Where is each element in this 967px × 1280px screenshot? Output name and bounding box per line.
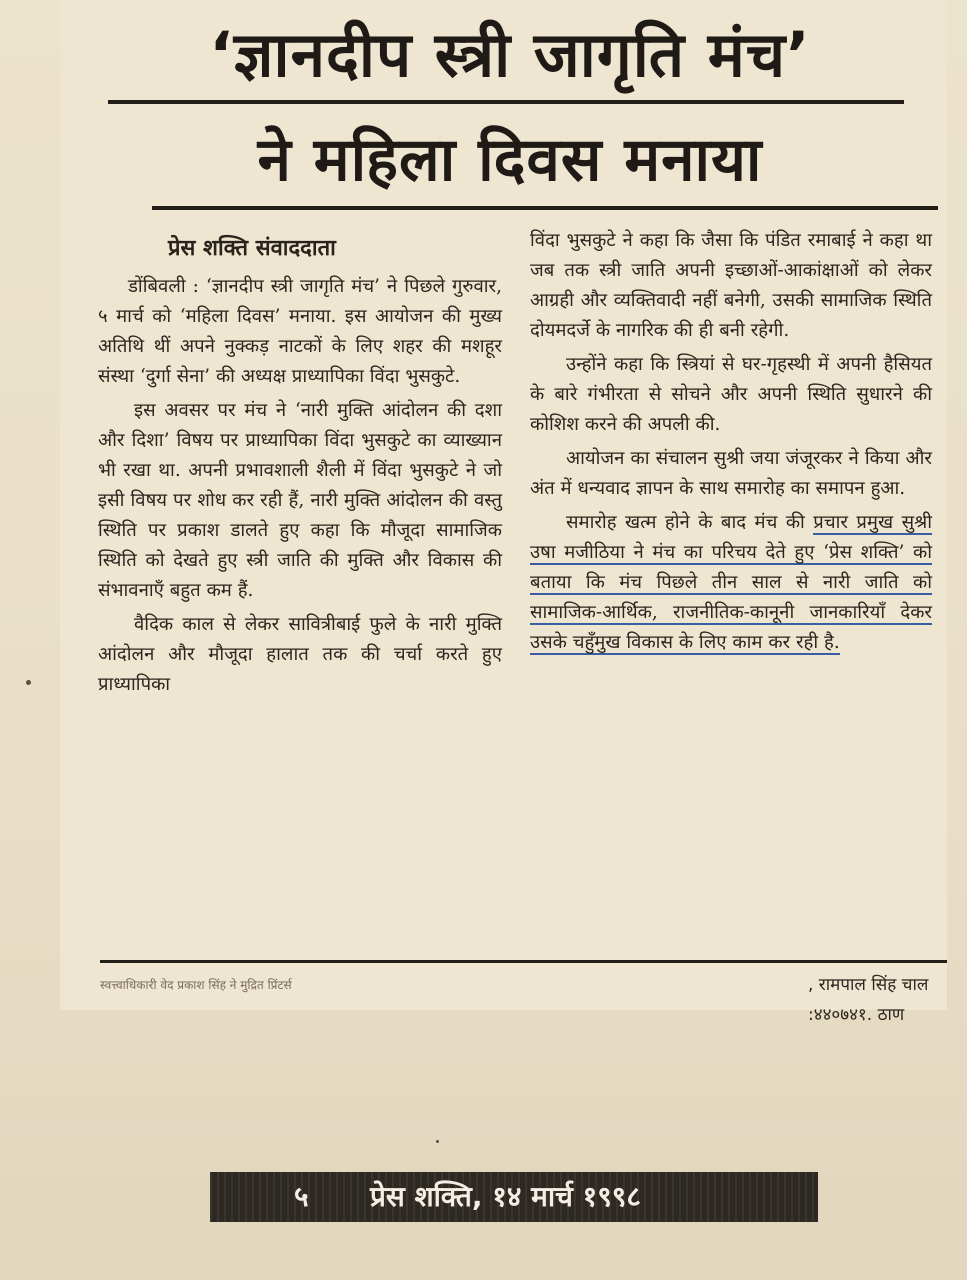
paragraph: डोंबिवली : ‘ज्ञानदीप स्त्री जागृति मंच’ ने पिछले गुरुवार, ५ मार्च को ‘महिला दिवस’ मनाया. इस आयोजन की मुख्य अतिथि थीं अपने नुक्कड़ नाटकों के लिए शहर की मशहूर संस्था ‘दुर्गा सेना’ की अध्यक्ष प्राध्यापिका विंदा भुसकुटे. (98, 276, 502, 387)
paragraph: वैदिक काल से लेकर सावित्रीबाई फुले के नारी मुक्ति आंदोलन और मौजूदा हालात तक की चर्चा करते हुए प्राध्यापिका (98, 614, 502, 695)
imprint-line: स्वत्त्वाधिकारी वेद प्रकाश सिंह ने मुद्रित प्रिंटर्स (100, 978, 292, 992)
article-column-1 (98, 272, 502, 700)
page-number: ५ (294, 1180, 309, 1213)
address-line-2: :४४०७४१. ठाण (808, 1005, 905, 1025)
masthead-footer-band (210, 1172, 818, 1222)
paragraph: आयोजन का संचालन सुश्री जया जंजूरकर ने किया और अंत में धन्यवाद ज्ञापन के साथ समारोह का समापन हुआ. (530, 448, 932, 499)
publication-date-line: प्रेस शक्ति, १४ मार्च १९९८ (370, 1180, 641, 1213)
paragraph: इस अवसर पर मंच ने ‘नारी मुक्ति आंदोलन की दशा और दिशा’ विषय पर प्राध्यापिका विंदा भुसकुटे का व्याख्यान भी रखा था. अपनी प्रभावशाली शैली में विंदा भुसकुटे ने जो इसी विषय पर शोध कर रही हैं, नारी मुक्ति आंदोलन की वस्तु स्थिति पर प्रकाश डालते हुए कहा कि मौजूदा सामाजिक स्थिति को देखते हुए स्त्री जाति की मुक्ति और विकास की संभावनाएँ बहुत कम हैं. (98, 400, 502, 601)
footer-rule (100, 960, 947, 963)
paragraph: विंदा भुसकुटे ने कहा कि जैसा कि पंडित रमाबाई ने कहा था जब तक स्त्री जाति अपनी इच्छाओं-आकांक्षाओं को लेकर आग्रही और व्यक्तिवादी नहीं बनेगी, उसकी सामाजिक स्थिति दोयमदर्जे के नागरिक की ही बनी रहेगी. (530, 230, 932, 341)
article-column-2 (530, 226, 932, 658)
headline-underline-1 (108, 100, 904, 104)
paper-speck (26, 680, 31, 685)
pen-underlined-text: प्रचार प्रमुख सुश्री उषा मजीठिया ने मंच का परिचय देते हुए ‘प्रेस शक्ति’ को बताया कि मंच पिछले तीन साल से नारी जाति को सामाजिक-आर्थिक, राजनीतिक-कानूनी जानकारियाँ देकर उसके चहुँमुख विकास के लिए काम कर रही है. (530, 512, 932, 653)
paragraph-plain-text: समारोह खत्म होने के बाद मंच की (566, 512, 805, 533)
address-line-1: , रामपाल सिंह चाल (808, 975, 929, 995)
headline-line-2: ने महिला दिवस मनाया (257, 125, 763, 195)
headline-underline-2 (152, 206, 938, 210)
headline-line-1: ‘ज्ञानदीप स्त्री जागृति मंच’ (209, 18, 811, 91)
paragraph (530, 508, 932, 658)
paragraph: उन्होंने कहा कि स्त्रियां से घर-गृहस्थी में अपनी हैसियत के बारे गंभीरता से सोचने और अपनी स्थिति सुधारने की कोशिश करने की अपली की. (530, 354, 932, 435)
byline: प्रेस शक्ति संवाददाता (168, 236, 336, 261)
paper-speck (436, 1140, 439, 1143)
